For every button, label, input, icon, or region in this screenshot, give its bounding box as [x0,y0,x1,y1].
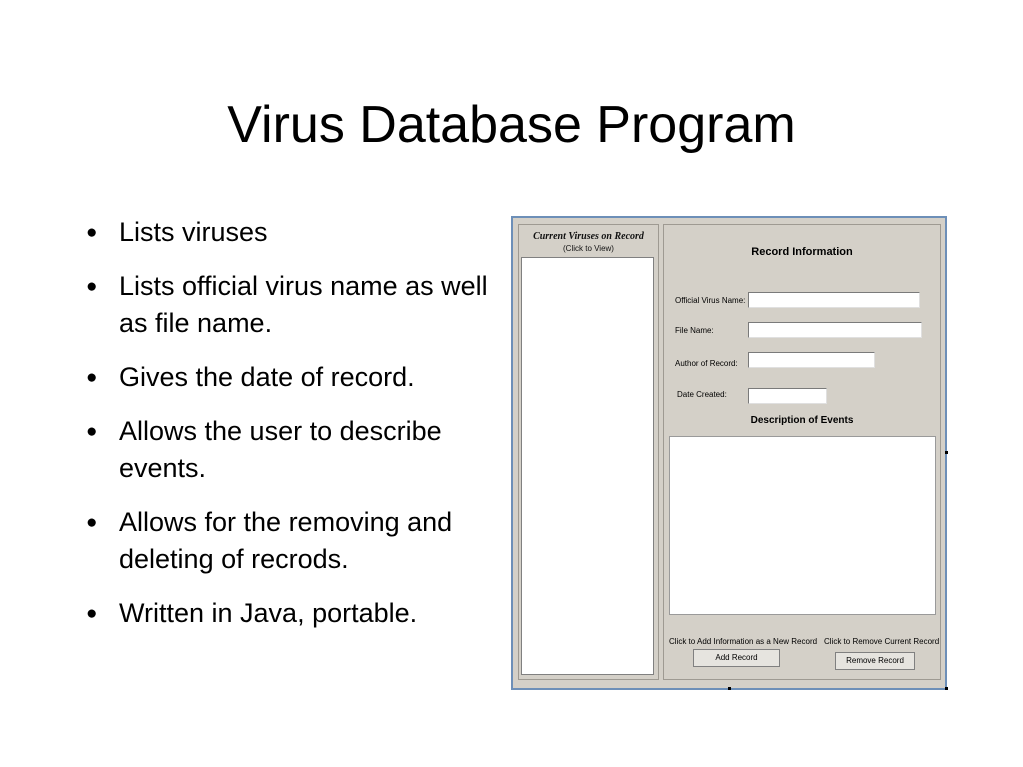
bullet-text: Written in Java, portable. [119,598,418,628]
bullet-item [84,595,509,632]
virus-list[interactable] [521,257,654,675]
bullet-text: Allows the user to describe events. [119,416,442,483]
bullet-item [84,359,509,396]
bullet-item [84,413,509,487]
bullet-list [84,214,509,649]
description-of-events-title: Description of Events [750,415,854,426]
bullet-item [84,504,509,578]
virus-list-panel [518,224,659,680]
bullet-text: Lists official virus name as well as file name. [119,271,488,338]
resize-marker [945,687,948,690]
bullet-dot-icon: ● [86,222,98,243]
author-of-record-label: Author of Record: [675,359,738,368]
record-information-title: Record Information [751,246,853,258]
bullet-dot-icon: ● [86,421,98,442]
record-information-panel [663,224,941,680]
date-created-field[interactable] [748,388,827,404]
author-of-record-field[interactable] [748,352,875,368]
official-virus-name-field[interactable] [748,292,920,308]
bullet-text: Gives the date of record. [119,362,415,392]
bullet-dot-icon: ● [86,367,98,388]
bullet-dot-icon: ● [86,276,98,297]
virus-list-title: Current Viruses on Record [533,231,644,242]
slide-title: Virus Database Program [227,96,796,154]
virus-list-subtitle: (Click to View) [563,244,614,253]
bullet-dot-icon: ● [86,512,98,533]
remove-record-hint: Click to Remove Current Record [824,637,940,646]
add-record-button[interactable]: Add Record [693,649,780,667]
bullet-item [84,214,509,251]
bullet-text: Lists viruses [119,217,268,247]
virus-database-window [511,216,947,690]
official-virus-name-label: Official Virus Name: [675,296,746,305]
date-created-label: Date Created: [677,390,727,399]
description-of-events-textarea[interactable] [669,436,936,615]
resize-marker [728,687,731,690]
bullet-item [84,268,509,342]
file-name-field[interactable] [748,322,922,338]
bullet-text: Allows for the removing and deleting of recrods. [119,507,453,574]
file-name-label: File Name: [675,326,714,335]
bullet-dot-icon: ● [86,603,98,624]
add-record-hint: Click to Add Information as a New Record [669,637,818,646]
resize-marker [945,451,948,454]
remove-record-button[interactable]: Remove Record [835,652,915,670]
